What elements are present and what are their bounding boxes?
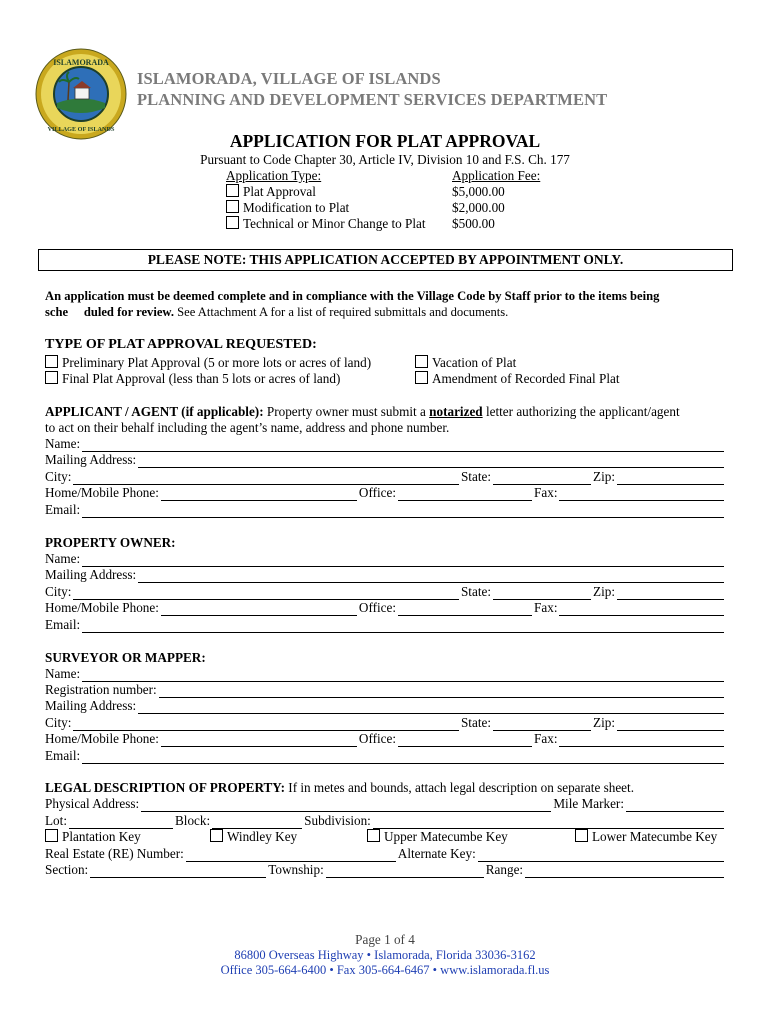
windley-key-option[interactable] [210, 829, 297, 845]
owner-office-field[interactable] [398, 603, 532, 616]
text: Property owner must submit a [263, 404, 430, 419]
state-label: State: [460, 584, 492, 599]
applicant-mailing-field[interactable] [138, 455, 724, 468]
zip-label: Zip: [593, 469, 615, 484]
option-label: Windley Key [227, 829, 298, 844]
option-label: Technical or Minor Change to Plat [243, 216, 426, 231]
applicant-fax-field[interactable] [559, 488, 724, 501]
zip-label: Zip: [593, 584, 615, 599]
plantation-key-option[interactable] [45, 829, 141, 845]
registration-label: Registration number: [45, 682, 157, 697]
checkbox[interactable] [45, 829, 58, 842]
owner-state-field[interactable] [493, 587, 591, 600]
checkbox[interactable] [415, 355, 428, 368]
section-field[interactable] [90, 865, 266, 878]
email-label: Email: [45, 748, 81, 763]
phone-label: Home/Mobile Phone: [45, 731, 159, 746]
checkbox[interactable] [367, 829, 380, 842]
checkbox[interactable] [575, 829, 588, 842]
applicant-office-field[interactable] [398, 488, 532, 501]
village-seal-logo [35, 48, 127, 140]
name-label: Name: [45, 551, 81, 566]
option-label: Amendment of Recorded Final Plat [432, 371, 620, 386]
amendment-plat-option[interactable] [415, 371, 620, 387]
lot-label: Lot: [45, 813, 67, 828]
applicant-zip-field[interactable] [617, 472, 724, 485]
fee-value: $5,000.00 [452, 184, 505, 199]
owner-zip-field[interactable] [617, 587, 724, 600]
checkbox[interactable] [45, 355, 58, 368]
subtitle: Pursuant to Code Chapter 30, Article IV, Division 10 and F.S. Ch. 177 [200, 152, 570, 167]
fax-label: Fax: [534, 600, 558, 615]
applicant-name-field[interactable] [82, 439, 724, 452]
section-heading: LEGAL DESCRIPTION OF PROPERTY: [45, 780, 285, 795]
option-label: Modification to Plat [243, 200, 350, 215]
range-label: Range: [485, 862, 524, 877]
option-label: Plantation Key [62, 829, 141, 844]
city-label: City: [45, 469, 72, 484]
name-label: Name: [45, 666, 81, 681]
footer-contact: Office 305-664-6400 • Fax 305-664-6467 • www.islamorada.fl.us [220, 963, 550, 977]
type-section-heading: TYPE OF PLAT APPROVAL REQUESTED: [45, 337, 317, 352]
mailing-label: Mailing Address: [45, 698, 137, 713]
state-label: State: [460, 715, 492, 730]
app-type-option[interactable] [226, 184, 316, 200]
upper-matecumbe-option[interactable] [367, 829, 508, 845]
seal-bottom-text: VILLAGE OF ISLANDS [47, 126, 115, 133]
intro-line-2 [45, 305, 508, 320]
page-number: Page 1 of 4 [355, 932, 415, 947]
re-number-label: Real Estate (RE) Number: [45, 846, 184, 861]
mailing-label: Mailing Address: [45, 452, 137, 467]
range-field[interactable] [525, 865, 724, 878]
seal-top-text: ISLAMORADA [53, 58, 109, 67]
applicant-city-field[interactable] [73, 472, 459, 485]
header-line-2: PLANNING AND DEVELOPMENT SERVICES DEPARTMENT [137, 90, 608, 109]
checkbox[interactable] [226, 216, 239, 229]
block-label: Block: [174, 813, 211, 828]
text: letter authorizing the applicant/agent [482, 404, 680, 419]
name-label: Name: [45, 436, 81, 451]
mailing-label: Mailing Address: [45, 567, 137, 582]
appointment-notice: PLEASE NOTE: THIS APPLICATION ACCEPTED BY APPOINTMENT ONLY. [38, 249, 733, 271]
app-type-option[interactable] [226, 216, 426, 232]
fee-value: $500.00 [452, 216, 495, 231]
township-field[interactable] [326, 865, 484, 878]
option-label: Upper Matecumbe Key [384, 829, 508, 844]
surveyor-phone-field[interactable] [161, 734, 357, 747]
option-label: Final Plat Approval (less than 5 lots or acres of land) [62, 371, 341, 386]
phone-label: Home/Mobile Phone: [45, 485, 159, 500]
email-label: Email: [45, 502, 81, 517]
preliminary-plat-option[interactable] [45, 355, 371, 371]
email-label: Email: [45, 617, 81, 632]
owner-name-field[interactable] [82, 554, 724, 567]
owner-heading: PROPERTY OWNER: [45, 535, 176, 550]
intro-rest: See Attachment A for a list of required submittals and documents. [173, 305, 509, 319]
application-type-header: Application Type: [226, 168, 322, 183]
checkbox[interactable] [415, 371, 428, 384]
checkbox[interactable] [226, 184, 239, 197]
checkbox[interactable] [210, 829, 223, 842]
surveyor-zip-field[interactable] [617, 718, 724, 731]
applicant-state-field[interactable] [493, 472, 591, 485]
city-label: City: [45, 584, 72, 599]
text: If in metes and bounds, attach legal description on separate sheet. [285, 780, 634, 795]
surveyor-email-field[interactable] [82, 751, 724, 764]
owner-fax-field[interactable] [559, 603, 724, 616]
alternate-key-label: Alternate Key: [397, 846, 476, 861]
checkbox[interactable] [226, 200, 239, 213]
zip-label: Zip: [593, 715, 615, 730]
section-heading: APPLICANT / AGENT (if applicable): [45, 404, 264, 419]
fax-label: Fax: [534, 485, 558, 500]
mile-marker-label: Mile Marker: [553, 796, 624, 811]
phone-label: Home/Mobile Phone: [45, 600, 159, 615]
mile-marker-field[interactable] [626, 799, 724, 812]
app-type-option[interactable] [226, 200, 349, 216]
block-field[interactable] [212, 816, 302, 829]
township-label: Township: [268, 862, 324, 877]
office-label: Office: [358, 485, 397, 500]
surveyor-fax-field[interactable] [559, 734, 724, 747]
fax-label: Fax: [534, 731, 558, 746]
physical-address-label: Physical Address: [45, 796, 140, 811]
owner-phone-field[interactable] [161, 603, 357, 616]
surveyor-office-field[interactable] [398, 734, 532, 747]
state-label: State: [460, 469, 492, 484]
page-title: APPLICATION FOR PLAT APPROVAL [229, 131, 541, 151]
applicant-heading [45, 404, 726, 420]
legal-heading [45, 780, 726, 796]
application-fee-header: Application Fee: [452, 168, 541, 183]
final-plat-option[interactable] [45, 371, 340, 387]
lower-matecumbe-option[interactable] [575, 829, 717, 845]
alternate-key-field[interactable] [478, 849, 724, 862]
applicant-phone-field[interactable] [161, 488, 357, 501]
office-label: Office: [358, 731, 397, 746]
footer-address: 86800 Overseas Highway • Islamorada, Florida 33036-3162 [234, 948, 536, 962]
surveyor-city-field[interactable] [73, 718, 459, 731]
physical-address-field[interactable] [141, 799, 551, 812]
option-label: Vacation of Plat [432, 355, 517, 370]
surveyor-heading: SURVEYOR OR MAPPER: [45, 650, 206, 665]
subdivision-label: Subdivision: [304, 813, 371, 828]
header-line-1: ISLAMORADA, VILLAGE OF ISLANDS [137, 69, 441, 88]
checkbox[interactable] [45, 371, 58, 384]
surveyor-registration-field[interactable] [159, 685, 724, 698]
section-label: Section: [45, 862, 89, 877]
surveyor-name-field[interactable] [82, 669, 724, 682]
option-label: Lower Matecumbe Key [592, 829, 718, 844]
option-label: Preliminary Plat Approval (5 or more lots or acres of land) [62, 355, 372, 370]
re-number-field[interactable] [186, 849, 396, 862]
applicant-text-2: to act on their behalf including the agent’s name, address and phone number. [45, 420, 450, 435]
office-label: Office: [358, 600, 397, 615]
subdivision-field[interactable] [373, 816, 724, 829]
vacation-plat-option[interactable] [415, 355, 516, 371]
lot-field[interactable] [69, 816, 173, 829]
fee-value: $2,000.00 [452, 200, 505, 215]
intro-bold: sche duled for review. [45, 305, 174, 319]
owner-mailing-field[interactable] [138, 570, 724, 583]
notarized-text: notarized [429, 404, 483, 419]
applicant-email-field[interactable] [82, 505, 724, 518]
surveyor-state-field[interactable] [493, 718, 591, 731]
owner-city-field[interactable] [73, 587, 459, 600]
surveyor-mailing-field[interactable] [138, 701, 724, 714]
intro-line-1: An application must be deemed complete and in compliance with the Village Code by Staff prior to the items being [45, 289, 660, 303]
owner-email-field[interactable] [82, 620, 724, 633]
city-label: City: [45, 715, 72, 730]
option-label: Plat Approval [243, 184, 316, 199]
